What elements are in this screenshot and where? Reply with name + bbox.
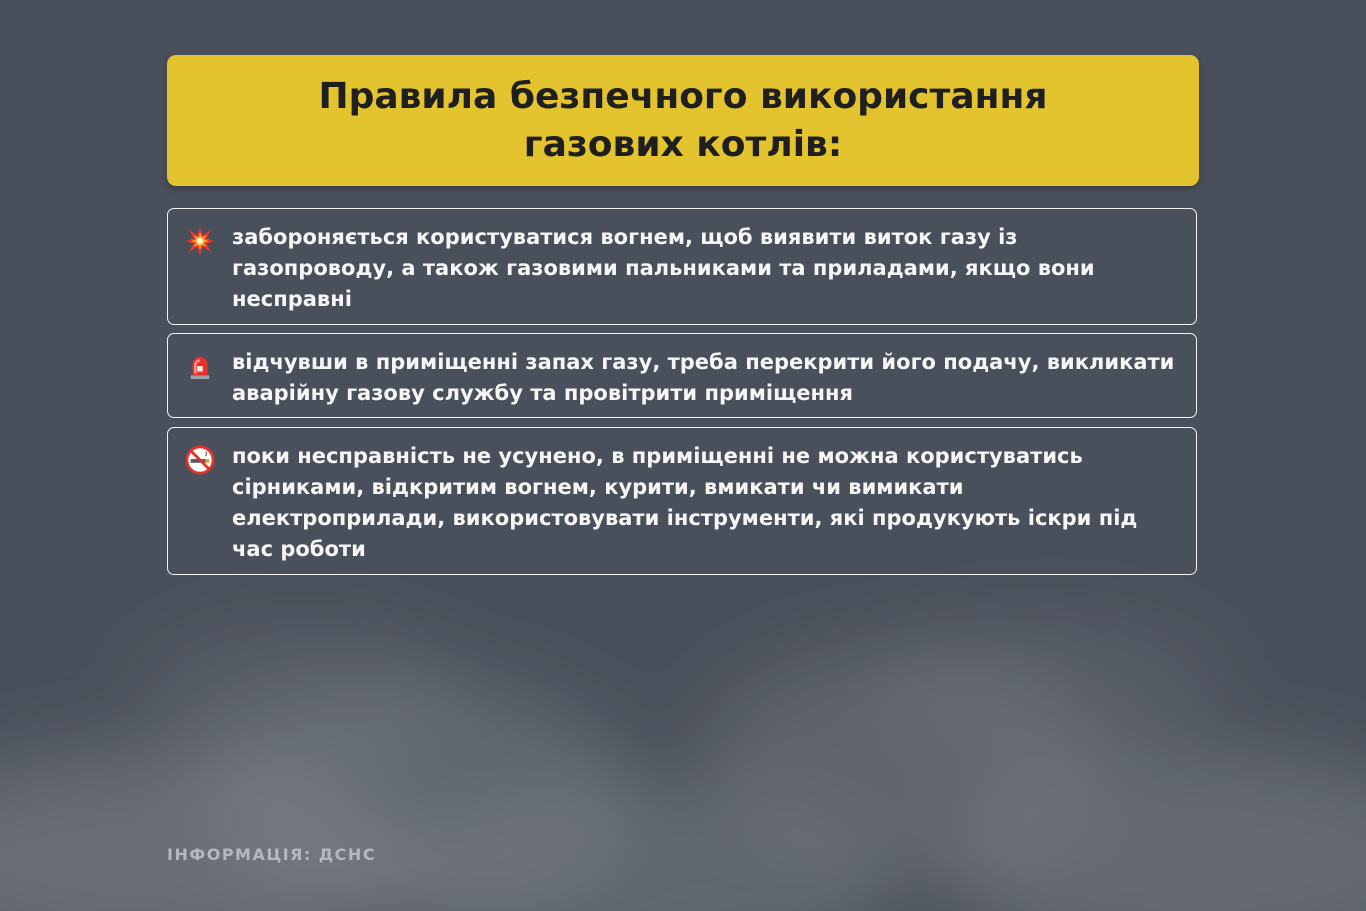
collision-icon: [184, 225, 216, 257]
rule-card-no-fire: [167, 427, 1197, 575]
rule-text: поки несправність не усунено, в приміщенні не можна користуватись сірниками, відкритим вогнем, курити, вмикати чи вимикати електроприлади, використовувати інструменти, які продукують іскри під час роботи: [232, 444, 1138, 561]
rule-text: відчувши в приміщенні запах газу, треба перекрити його подачу, викликати аварійну газову службу та провітрити приміщення: [232, 350, 1175, 405]
title-line-1: Правила безпечного використання: [318, 75, 1048, 117]
rule-card-gas-smell: [167, 333, 1197, 418]
rule-card-fire: [167, 208, 1197, 325]
no-smoking-icon: [184, 444, 216, 476]
source-credit: ІНФОРМАЦІЯ: ДСНС: [167, 845, 377, 864]
rule-text: забороняється користуватися вогнем, щоб виявити виток газу із газопроводу, а також газовими пальниками та приладами, якщо вони несправні: [232, 225, 1095, 311]
police-light-icon: [184, 350, 216, 382]
title-line-2: газових котлів:: [523, 123, 843, 165]
title-banner: [167, 55, 1199, 186]
